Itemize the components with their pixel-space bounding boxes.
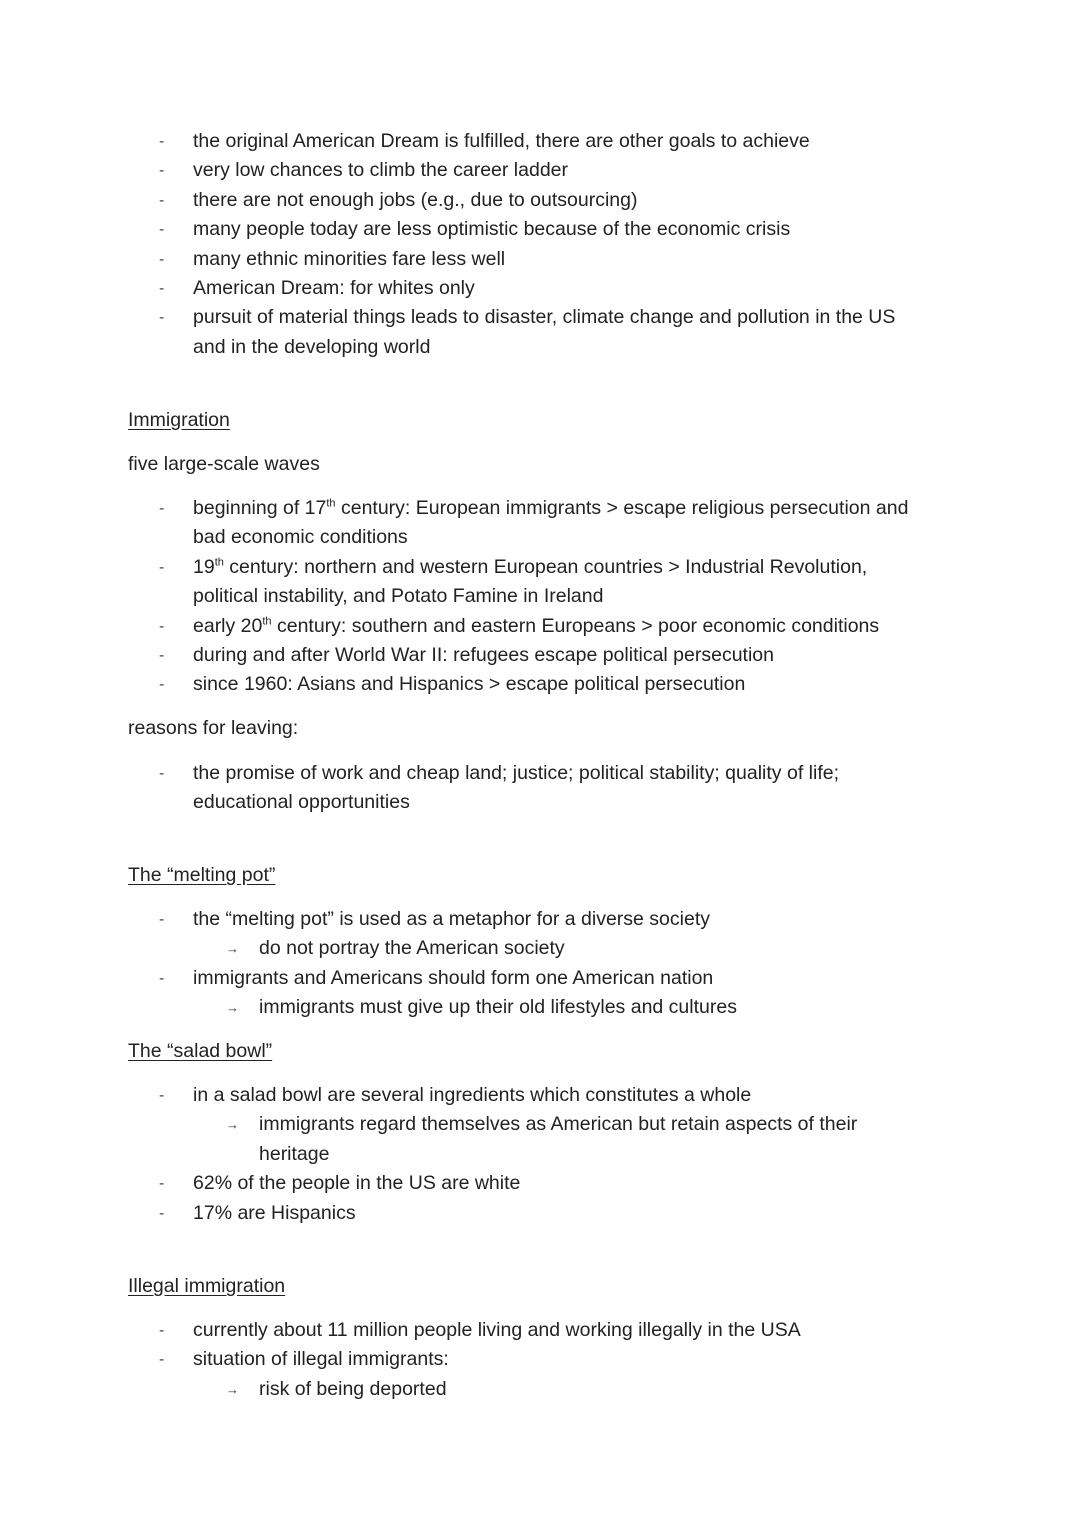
list-item-text: beginning of 17th century: European immigrants > escape religious persecution and [193,497,909,519]
melting-pot-heading: The “melting pot” [128,864,276,886]
list-item-text: there are not enough jobs (e.g., due to outsourcing) [193,188,638,211]
sub-item [0,993,1080,1022]
list-item-continuation [0,333,1080,362]
list-item-text: educational opportunities [193,791,410,814]
bullet-dash: - [159,162,165,180]
bullet-dash: - [159,765,165,782]
list-item-text: the original American Dream is fulfilled, there are other goals to achieve [193,130,810,152]
bullet-dash: - [159,1351,165,1369]
bullet-dash: - [159,1322,165,1339]
sub-item-text: do not portray the American society [259,937,565,960]
bullet-dash: - [159,500,165,517]
salad-bowl-heading: The “salad bowl” [128,1040,273,1062]
list-item-text: currently about 11 million people living and working illegally in the USA [193,1319,801,1341]
reasons-list [0,759,1080,818]
list-item [0,494,1080,523]
list-item [0,1081,1080,1110]
list-item [0,1169,1080,1198]
list-item [0,670,1080,699]
reasons-label: reasons for leaving: [128,717,299,739]
immigration-heading: Immigration [128,409,230,431]
bullet-dash: - [159,558,165,576]
list-item [0,905,1080,934]
arrow-right-icon: → [226,941,239,957]
illegal-immigration-list [0,1316,1080,1404]
list-item-text: 19th century: northern and western European countries > Industrial Revolution, [193,555,868,578]
list-item [0,759,1080,788]
arrow-right-icon: → [226,1381,239,1397]
bullet-dash: - [159,676,165,694]
list-item-text: bad economic conditions [193,526,408,549]
sub-item-text: immigrants regard themselves as American but retain aspects of their [259,1113,858,1136]
list-item-continuation [0,523,1080,552]
list-item [0,641,1080,670]
list-item-text: very low chances to climb the career ladder [193,159,569,182]
waves-list [0,494,1080,700]
list-item [0,245,1080,274]
list-item [0,1199,1080,1228]
bullet-dash: - [159,969,165,987]
arrow-right-icon: → [226,1117,239,1133]
bullet-dash: - [159,617,165,635]
bullet-dash: - [159,1087,165,1104]
bullet-dash: - [159,221,165,239]
list-item [0,303,1080,332]
list-item-text: early 20th century: southern and eastern Europeans > poor economic conditions [193,614,880,637]
bullet-dash: - [159,309,165,327]
sub-item-continuation [0,1140,1080,1169]
bullet-dash: - [159,1175,165,1193]
list-item [0,964,1080,993]
list-item [0,186,1080,215]
list-item-text: pursuit of material things leads to disaster, climate change and pollution in the US [193,306,896,329]
list-item [0,156,1080,185]
list-item-continuation [0,582,1080,611]
list-item-text: American Dream: for whites only [193,276,475,299]
bullet-dash: - [159,1204,165,1222]
sub-item [0,1110,1080,1139]
sub-item-text: risk of being deported [259,1377,447,1400]
illegal-immigration-heading: Illegal immigration [128,1275,286,1297]
bullet-dash: - [159,133,165,150]
list-item-text: in a salad bowl are several ingredients which constitutes a whole [193,1084,752,1106]
list-item-continuation [0,788,1080,817]
waves-label: five large-scale waves [128,453,320,475]
list-item-text: many ethnic minorities fare less well [193,247,506,270]
list-item-text: political instability, and Potato Famine in Ireland [193,585,604,608]
sub-item [0,1375,1080,1404]
bullet-dash: - [159,279,165,297]
list-item [0,1345,1080,1374]
sub-item-text: immigrants must give up their old lifestyles and cultures [259,996,737,1019]
dream-critique-list [0,127,1080,362]
bullet-dash: - [159,250,165,268]
list-item [0,553,1080,582]
salad-bowl-list [0,1081,1080,1228]
list-item-text: many people today are less optimistic because of the economic crisis [193,218,791,241]
sub-item-text: heritage [259,1142,330,1165]
bullet-dash: - [159,911,165,928]
list-item-text: since 1960: Asians and Hispanics > escape political persecution [193,673,746,696]
list-item-text: during and after World War II: refugees escape political persecution [193,643,774,666]
sub-item [0,934,1080,963]
list-item-text: and in the developing world [193,335,431,358]
arrow-right-icon: → [226,1000,239,1016]
bullet-dash: - [159,191,165,209]
list-item [0,127,1080,156]
list-item-text: the promise of work and cheap land; justice; political stability; quality of life; [193,762,839,784]
list-item [0,612,1080,641]
list-item-text: 17% are Hispanics [193,1201,356,1224]
melting-pot-list [0,905,1080,1023]
list-item [0,274,1080,303]
list-item-text: immigrants and Americans should form one American nation [193,966,714,989]
list-item-text: 62% of the people in the US are white [193,1172,521,1195]
list-item [0,1316,1080,1345]
list-item [0,215,1080,244]
list-item-text: the “melting pot” is used as a metaphor for a diverse society [193,908,710,930]
list-item-text: situation of illegal immigrants: [193,1348,449,1371]
bullet-dash: - [159,646,165,664]
